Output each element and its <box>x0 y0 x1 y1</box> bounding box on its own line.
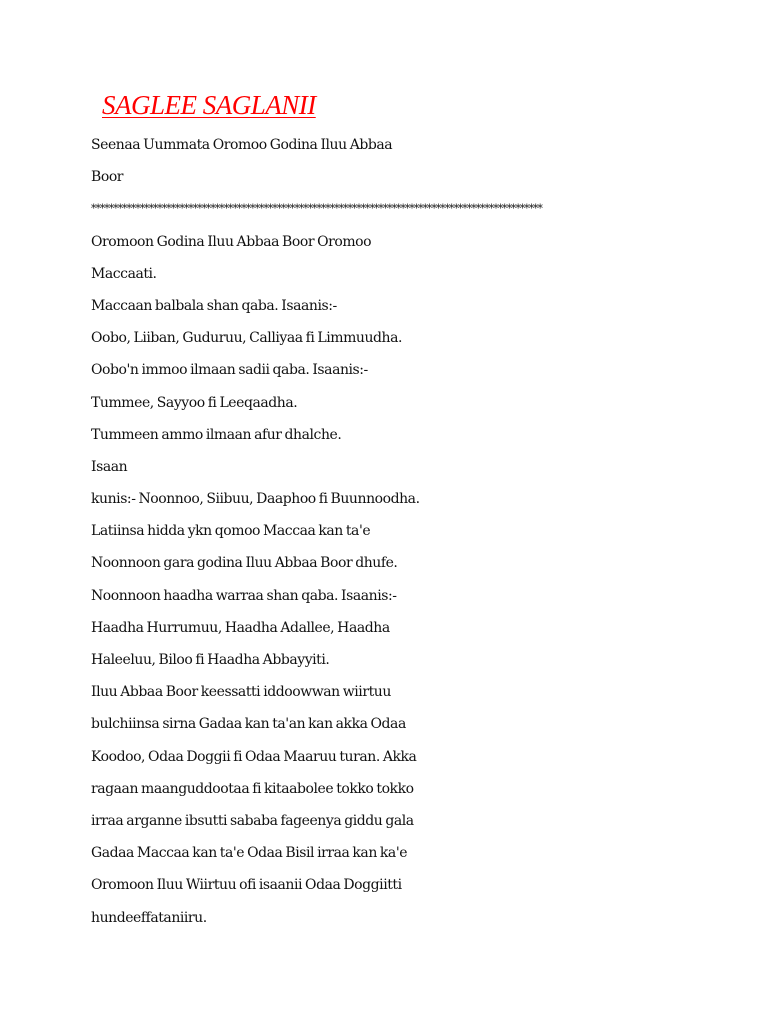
body-line: ragaan maanguddootaa fi kitaabolee tokko tokko <box>91 780 414 797</box>
document-title: SAGLEE SAGLANII <box>102 90 316 120</box>
body-line: Noonnoon gara godina Iluu Abbaa Boor dhufe. <box>91 555 398 572</box>
separator-line: ****************************************************************************************************** <box>91 202 542 216</box>
body-line: Isaan <box>91 458 128 475</box>
body-line: Oobo'n immoo ilmaan sadii qaba. Isaanis:- <box>91 362 368 379</box>
body-line: Haleeluu, Biloo fi Haadha Abbayyiti. <box>91 652 330 668</box>
body-line: Tummeen ammo ilmaan afur dhalche. <box>91 426 342 443</box>
body-line: Seenaa Uummata Oromoo Godina Iluu Abbaa <box>91 137 393 153</box>
body-line: Oromoon Godina Iluu Abbaa Boor Oromoo <box>91 233 372 250</box>
body-line: Iluu Abbaa Boor keessatti iddoowwan wiirtuu <box>91 684 391 701</box>
body-line: Oobo, Liiban, Guduruu, Calliyaa fi Limmuudha. <box>91 330 403 347</box>
body-line: Koodoo, Odaa Doggii fi Odaa Maaruu turan. Akka <box>91 748 417 765</box>
body-line: irraa arganne ibsutti sababa fageenya giddu gala <box>91 812 414 829</box>
body-line: Gadaa Maccaa kan ta'e Odaa Bisil irraa kan ka'e <box>91 845 408 862</box>
body-line: bulchiinsa sirna Gadaa kan ta'an kan akka Odaa <box>91 716 406 733</box>
document-body <box>91 133 542 938</box>
body-line: hundeeffataniiru. <box>91 909 207 926</box>
body-line: kunis:- Noonnoo, Siibuu, Daaphoo fi Buunnoodha. <box>91 491 420 508</box>
body-line: Haadha Hurrumuu, Haadha Adallee, Haadha <box>91 619 390 636</box>
body-line: Maccaati. <box>91 265 157 282</box>
body-line: Tummee, Sayyoo fi Leeqaadha. <box>91 394 298 411</box>
body-line: Latiinsa hidda ykn qomoo Maccaa kan ta'e <box>91 523 371 540</box>
body-line: Boor <box>91 169 124 186</box>
body-line: Oromoon Iluu Wiirtuu ofi isaanii Odaa Doggiitti <box>91 877 402 894</box>
body-line: Noonnoon haadha warraa shan qaba. Isaanis:- <box>91 587 397 604</box>
body-line: Maccaan balbala shan qaba. Isaanis:- <box>91 297 337 314</box>
